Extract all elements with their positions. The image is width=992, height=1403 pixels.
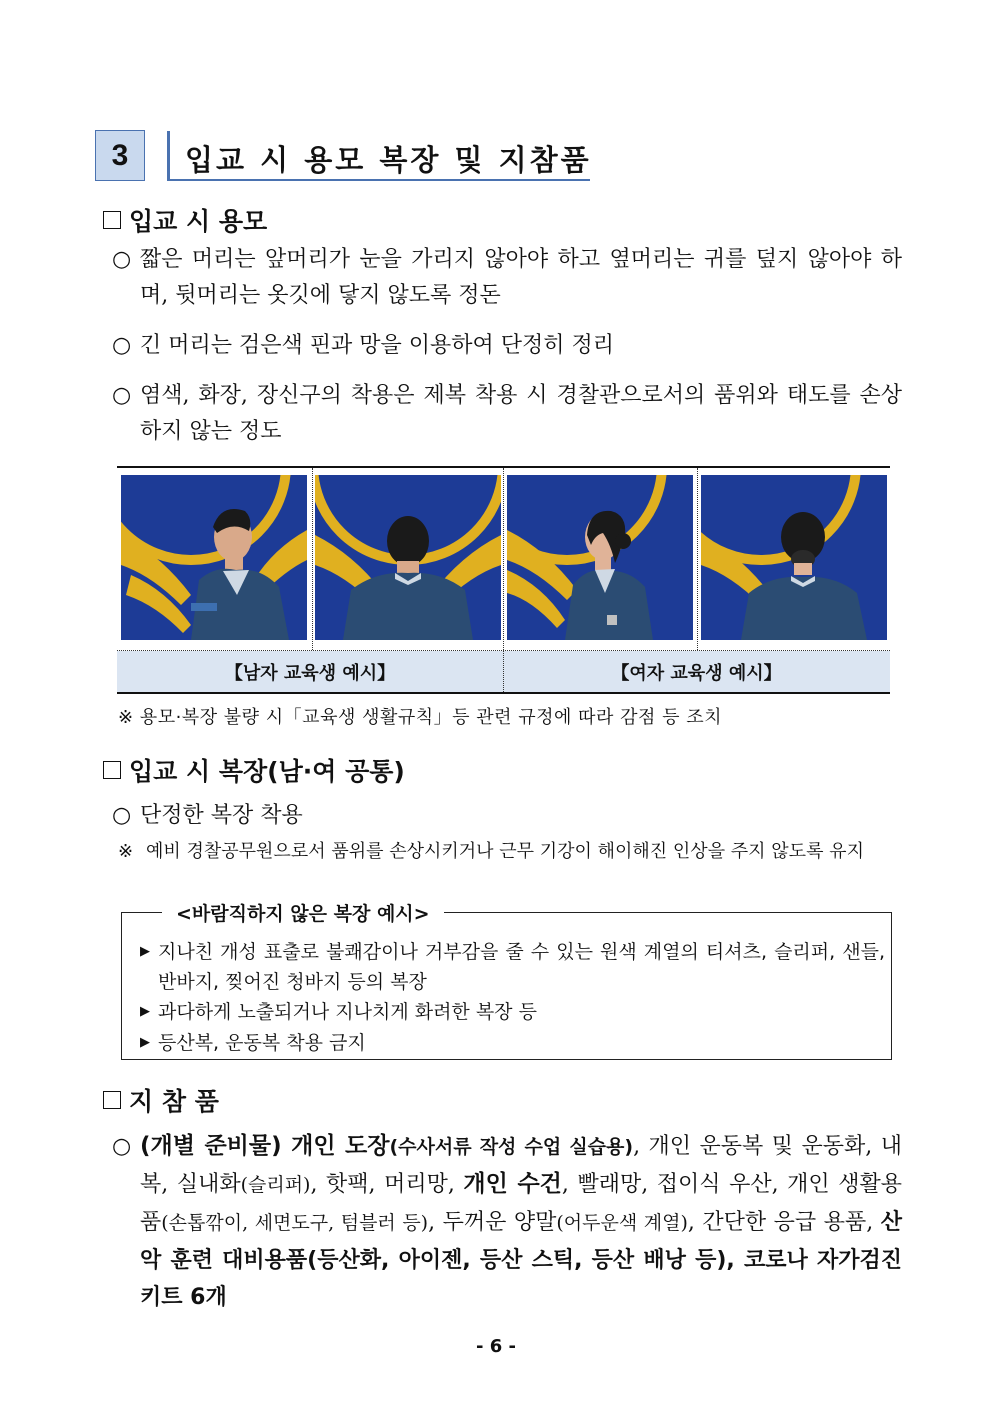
example-box-title: <바람직하지 않은 복장 예시> (162, 899, 444, 926)
example-item-2: ▶ 과다하게 노출되거나 지나치게 화려한 복장 등 (140, 997, 885, 1027)
female-side-photo (507, 475, 693, 640)
items-text: (개별 준비물) 개인 도장(수사서류 작성 수업 실습용), 개인 운동복 및 운동화, 내복, 실내화(슬리퍼), 핫팩, 머리망, 개인 수건, 빨래망, 접이식 우산, 개인 생활용품(손톱깎이, 세면도구, 텀블러 등), 두꺼운 양말(어두운색 계열), 간단한 응급 용품, 산악 훈련 대비용품(등산화, 아이젠, 등산 스틱, 등산 배낭 등), 코로나 자가검진키트 6개 (140, 1133, 902, 1310)
dress-heading-text: 입교 시 복장(남·여 공통) (129, 757, 405, 786)
circle-bullet-icon: ○ (112, 333, 132, 358)
circle-bullet-icon: ○ (112, 383, 132, 408)
items-heading (103, 1082, 219, 1118)
page-number: - 6 - (476, 1336, 516, 1357)
appearance-bullet-2: ○ 긴 머리는 검은색 핀과 망을 이용하여 단정히 정리 (112, 328, 902, 364)
example-photo-table (117, 466, 890, 696)
section-title: 입교 시 용모 복장 및 지참품 (185, 143, 592, 177)
checkbox-square-icon (103, 211, 121, 229)
appearance-bullet-1: ○ 짧은 머리는 앞머리가 눈을 가리지 않아야 하고 옆머리는 귀를 덮지 않아야 하며, 뒷머리는 옷깃에 닿지 않도록 정돈 (112, 242, 902, 314)
male-example-caption: 【남자 교육생 예시】 (224, 662, 396, 684)
items-heading-text: 지 참 품 (129, 1087, 219, 1116)
example-item-3: ▶ 등산복, 운동복 착용 금지 (140, 1028, 885, 1058)
circle-bullet-icon: ○ (112, 803, 132, 828)
male-back-photo (315, 475, 501, 640)
reference-mark-icon: ※ (118, 841, 134, 862)
circle-bullet-icon: ○ (112, 247, 132, 272)
example-item-1: ▶ 지나친 개성 표출로 불쾌감이나 거부감을 줄 수 있는 원색 계열의 티셔츠, 슬리퍼, 샌들, 반바지, 찢어진 청바지 등의 복장 (140, 937, 885, 997)
triangle-bullet-icon: ▶ (140, 1004, 150, 1019)
dress-heading (103, 752, 405, 788)
checkbox-square-icon (103, 761, 121, 779)
circle-bullet-icon: ○ (112, 1134, 132, 1159)
triangle-bullet-icon: ▶ (140, 1035, 150, 1050)
appearance-heading-text: 입교 시 용모 (129, 207, 268, 236)
appearance-bullet-3: ○ 염색, 화장, 장신구의 착용은 제복 착용 시 경찰관으로서의 품위와 태도를 손상하지 않는 정도 (112, 378, 902, 450)
triangle-bullet-icon: ▶ (140, 944, 150, 959)
female-back-photo (701, 475, 887, 640)
dress-note: ※ 예비 경찰공무원으로서 품위를 손상시키거나 근무 기강이 해이해진 인상을 주지 않도록 유지 (118, 838, 898, 866)
checkbox-square-icon (103, 1091, 121, 1109)
section-underline (167, 179, 590, 181)
female-example-caption: 【여자 교육생 예시】 (611, 662, 782, 684)
appearance-note-text: ※ 용모·복장 불량 시「교육생 생활규칙」등 관련 규정에 따라 감점 등 조치 (118, 707, 722, 728)
dress-bullet: ○ 단정한 복장 착용 (112, 798, 902, 834)
male-side-photo (121, 475, 307, 640)
appearance-heading (103, 202, 267, 238)
bad-dress-example-box (121, 903, 892, 1060)
section-heading (95, 130, 590, 183)
section-divider (167, 131, 170, 181)
items-bullet (112, 1128, 902, 1316)
section-number: 3 (95, 130, 145, 181)
appearance-note (118, 704, 898, 732)
